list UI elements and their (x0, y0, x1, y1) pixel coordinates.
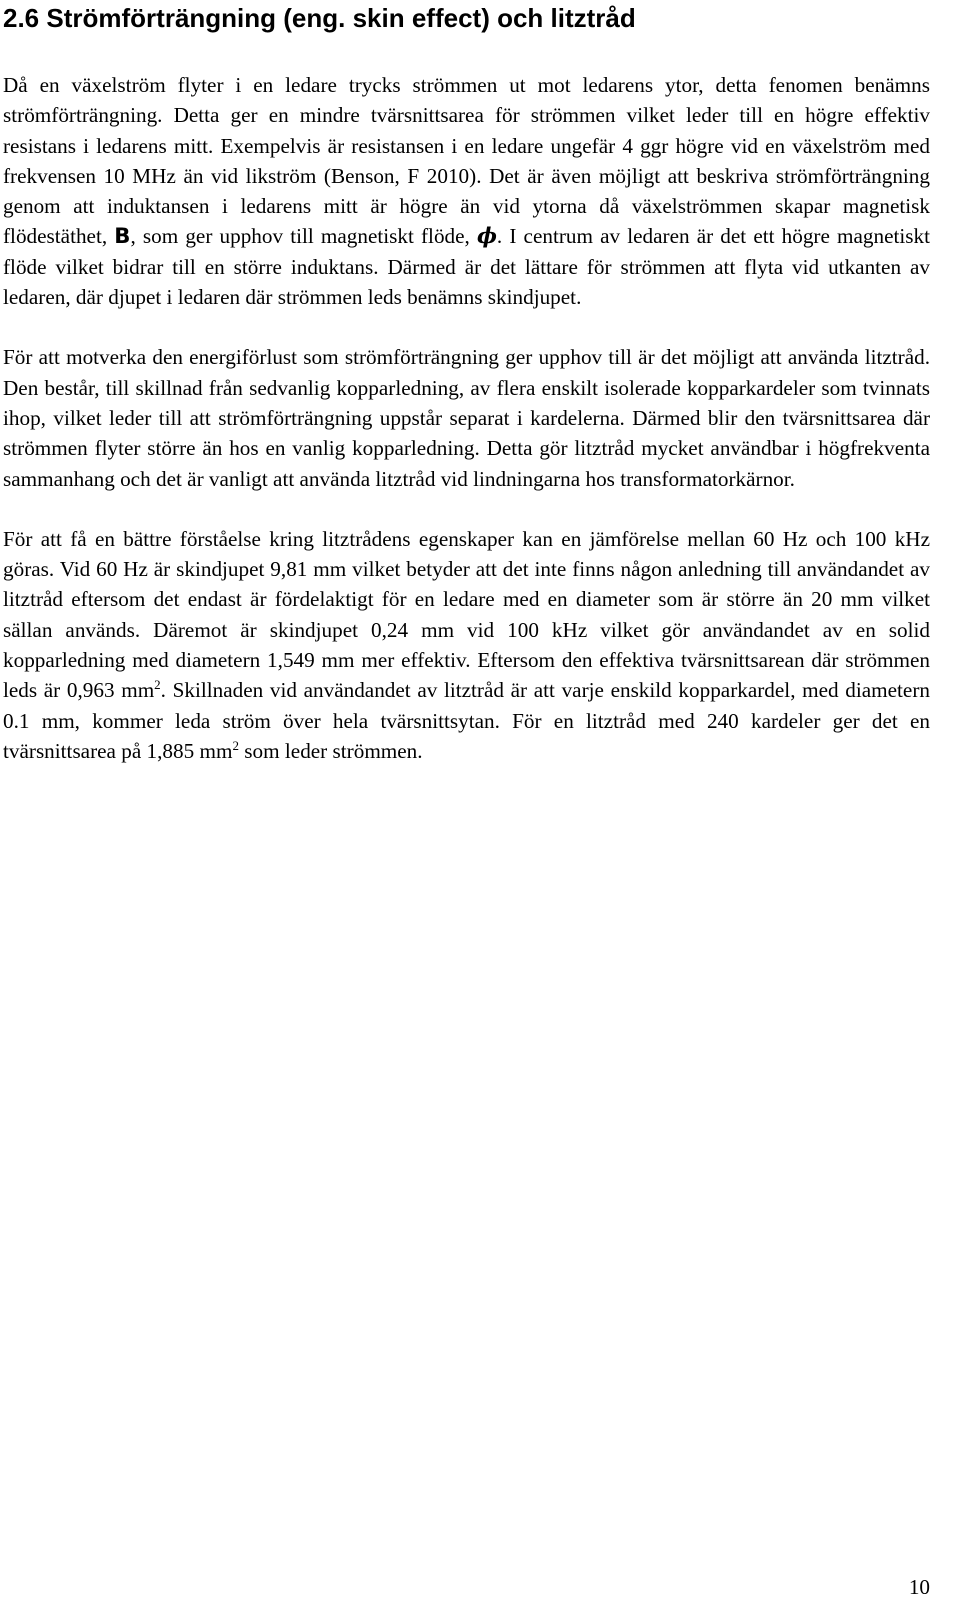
paragraph-text: som leder strömmen. (238, 738, 423, 763)
paragraph-text: . Skillnaden vid användandet av litztråd är att varje enskild kopparkardel, med diametern 0.1 mm, kommer leda ström över hela tvärsnittsytan. För en litztråd med 240 kardeler ger det en tvärsnittsarea på 1,885 mm (3, 678, 930, 763)
section-number: 2.6 (3, 3, 40, 33)
section-heading (3, 0, 930, 34)
superscript: 2 (154, 677, 161, 693)
page-number: 10 (908, 1575, 930, 1599)
paragraph-text: , som ger upphov till magnetiskt flöde, (130, 224, 477, 249)
paragraph-skin-effect (3, 70, 930, 312)
paragraph-text: För att få en bättre förståelse kring litztrådens egenskaper kan en jämförelse mellan 60 Hz och 100 kHz göras. Vid 60 Hz är skindjupet 9,81 mm vilket betyder att det inte finns någon anledning till användandet av litztråd eftersom det endast är fördelaktigt för en ledare med en diameter som är större än 20 mm vilket sällan används. Däremot är skindjupet 0,24 mm vid 100 kHz vilket gör användandet av en solid kopparledning med diametern 1,549 mm mer effektiv. Eftersom den effektiva tvärsnittsarean där strömmen leds är 0,963 mm (3, 526, 930, 703)
paragraph-text: Då en växelström flyter i en ledare trycks strömmen ut mot ledarens ytor, detta fenomen benämns strömförträngning. Detta ger en mindre tvärsnittsarea för strömmen vilket leder till en högre effektiv resistans i ledarens mitt. Exempelvis är resistansen i en ledare ungefär 4 ggr högre vid en växelström med frekvensen 10 MHz än vid likström (Benson, F 2010). Det är även möjligt att beskriva strömförträngning genom att induktansen i ledarens mitt är högre än vid ytorna då växelströmmen skapar magnetisk flödestäthet, (3, 73, 930, 249)
paragraph-text: . I centrum av ledaren är det ett högre magnetiskt flöde vilket bidrar till en större induktans. Därmed är det lättare för strömmen att flyta vid utkanten av ledaren, där djupet i ledaren där strömmen leds benämns skindjupet. (3, 224, 930, 310)
superscript: 2 (232, 737, 239, 753)
paragraph-text: För att motverka den energiförlust som strömförträngning ger upphov till är det möjligt att använda litztråd. Den består, till skillnad från sedvanlig kopparledning, av flera enskilt isolerade kopparkardeler som tvinnats ihop, vilket leder till att strömförträngning uppstår separat i kardelerna. Därmed blir den tvärsnittsarea där strömmen flyter större än hos en vanlig kopparledning. Detta gör litztråd mycket användbar i högfrekventa sammanhang och det är vanligt att använda litztråd vid lindningarna hos transformatorkärnor. (3, 345, 930, 491)
section-title: Strömförträngning (eng. skin effect) och litztråd (46, 3, 636, 33)
paragraph-comparison (3, 524, 930, 766)
paragraph-litz-wire (3, 342, 930, 493)
magnetic-flux-density-symbol: B (114, 223, 131, 249)
magnetic-flux-symbol: ϕ (476, 223, 497, 249)
document-page (3, 0, 930, 766)
